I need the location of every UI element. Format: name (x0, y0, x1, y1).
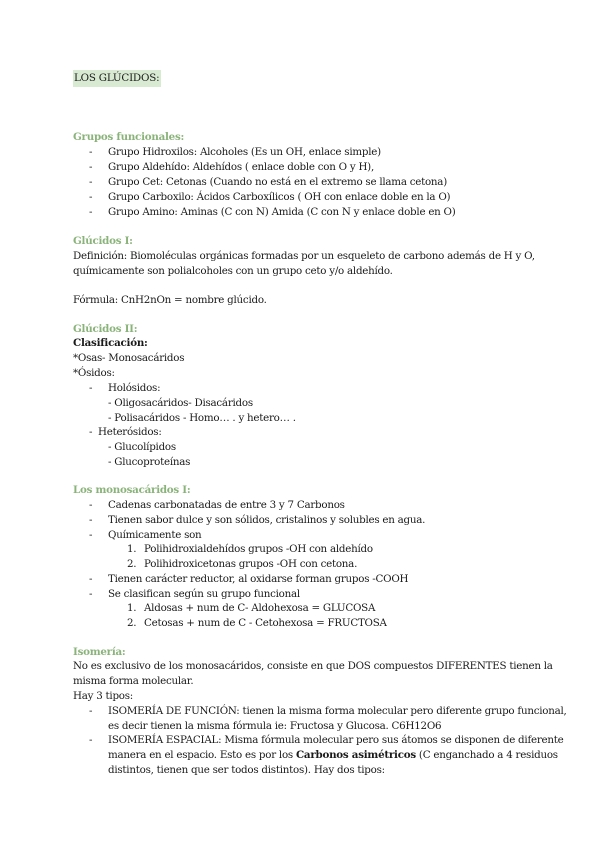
isomeria-heading: Isomería: (73, 646, 126, 658)
list-item-continuation: es decir tienen la misma fórmula ie: Fructosa y Glucosa. C6H12O6 (108, 720, 442, 732)
list-bullet: - (89, 161, 93, 173)
list-number: 1. (127, 602, 137, 614)
monosacaridos-heading: Los monosacáridos I: (73, 484, 191, 496)
text-run: (C enganchado a 4 residuos (415, 749, 558, 761)
glucoproteinas-item: - Glucoproteínas (108, 456, 191, 468)
list-item: Químicamente son (108, 529, 202, 541)
list-item: Grupo Hidroxilos: Alcoholes (Es un OH, enlace simple) (108, 146, 381, 158)
list-bullet: - (89, 382, 93, 394)
list-bullet: - (89, 146, 93, 158)
list-item: Cadenas carbonatadas de entre 3 y 7 Carbonos (108, 499, 345, 511)
formula-line: Fórmula: CnH2nOn = nombre glúcido. (73, 294, 267, 306)
paragraph-line: misma forma molecular. (73, 675, 194, 687)
list-number: 2. (127, 558, 137, 570)
paragraph-line: No es exclusivo de los monosacáridos, consiste en que DOS compuestos DIFERENTES tienen la (73, 660, 553, 672)
bold-term: Carbonos asimétricos (295, 749, 416, 761)
text-run: manera en el espacio. Esto es por los (108, 749, 296, 761)
list-item-continuation: distintos, tienen que ser todos distintos). Hay dos tipos: (108, 764, 385, 776)
grupos-heading: Grupos funcionales: (73, 131, 185, 143)
list-item: Grupo Cet: Cetonas (Cuando no está en el extremo se llama cetona) (108, 176, 447, 188)
list-number: 2. (127, 617, 137, 629)
list-bullet: - (89, 176, 93, 188)
list-item: Grupo Carboxilo: Ácidos Carboxílicos ( OH con enlace doble en la O) (108, 191, 451, 203)
list-bullet: - (89, 705, 93, 717)
polisacaridos-item: - Polisacáridos - Homo… . y hetero… . (108, 412, 296, 424)
definition-line: Definición: Biomoléculas orgánicas formadas por un esqueleto de carbono además de H y O, (73, 250, 535, 262)
heterosidos-item: Heterósidos: (98, 426, 162, 438)
list-item: Aldosas + num de C- Aldohexosa = GLUCOSA (144, 602, 376, 614)
list-number: 1. (127, 543, 137, 555)
list-bullet: - (89, 529, 93, 541)
glucolipidos-item: - Glucolípidos (108, 441, 176, 453)
glucidos1-heading: Glúcidos I: (73, 235, 133, 247)
osas-line: *Osas- Monosacáridos (73, 352, 185, 364)
osidos-line: *Ósidos: (73, 367, 115, 379)
list-item: ISOMERÍA ESPACIAL: Misma fórmula molecular pero sus átomos se disponen de diferente (108, 734, 564, 746)
list-item: Polihidroxialdehídos grupos -OH con aldehído (144, 543, 373, 555)
list-item: Grupo Amino: Aminas (C con N) Amida (C con N y enlace doble en O) (108, 206, 456, 218)
list-bullet: - (89, 573, 93, 585)
list-bullet: - (89, 588, 93, 600)
list-item-continuation (108, 748, 558, 762)
list-item: Cetosas + num de C - Cetohexosa = FRUCTOSA (144, 617, 387, 629)
list-bullet: - (89, 191, 93, 203)
definition-line: químicamente son polialcoholes con un grupo ceto y/o aldehído. (73, 265, 393, 277)
list-item: Tienen sabor dulce y son sólidos, cristalinos y solubles en agua. (108, 514, 426, 526)
list-bullet: - (89, 734, 93, 746)
list-bullet: - (89, 426, 93, 438)
list-item: Polihidroxicetonas grupos -OH con cetona. (144, 558, 358, 570)
holosidos-item: Holósidos: (108, 382, 161, 394)
list-bullet: - (89, 206, 93, 218)
list-item: Grupo Aldehído: Aldehídos ( enlace doble con O y H), (108, 161, 374, 173)
document-title: LOS GLÚCIDOS: (73, 70, 161, 87)
list-item: Tienen carácter reductor, al oxidarse forman grupos -COOH (108, 573, 409, 585)
list-bullet: - (89, 514, 93, 526)
glucidos2-heading: Glúcidos II: (73, 323, 138, 335)
list-item: ISOMERÍA DE FUNCIÓN: tienen la misma forma molecular pero diferente grupo funcional, (108, 705, 567, 717)
clasificacion-label: Clasificación: (73, 337, 148, 349)
tipos-line: Hay 3 tipos: (73, 690, 134, 702)
list-bullet: - (89, 499, 93, 511)
oligosacaridos-item: - Oligosacáridos- Disacáridos (108, 397, 253, 409)
list-item: Se clasifican según su grupo funcional (108, 588, 300, 600)
